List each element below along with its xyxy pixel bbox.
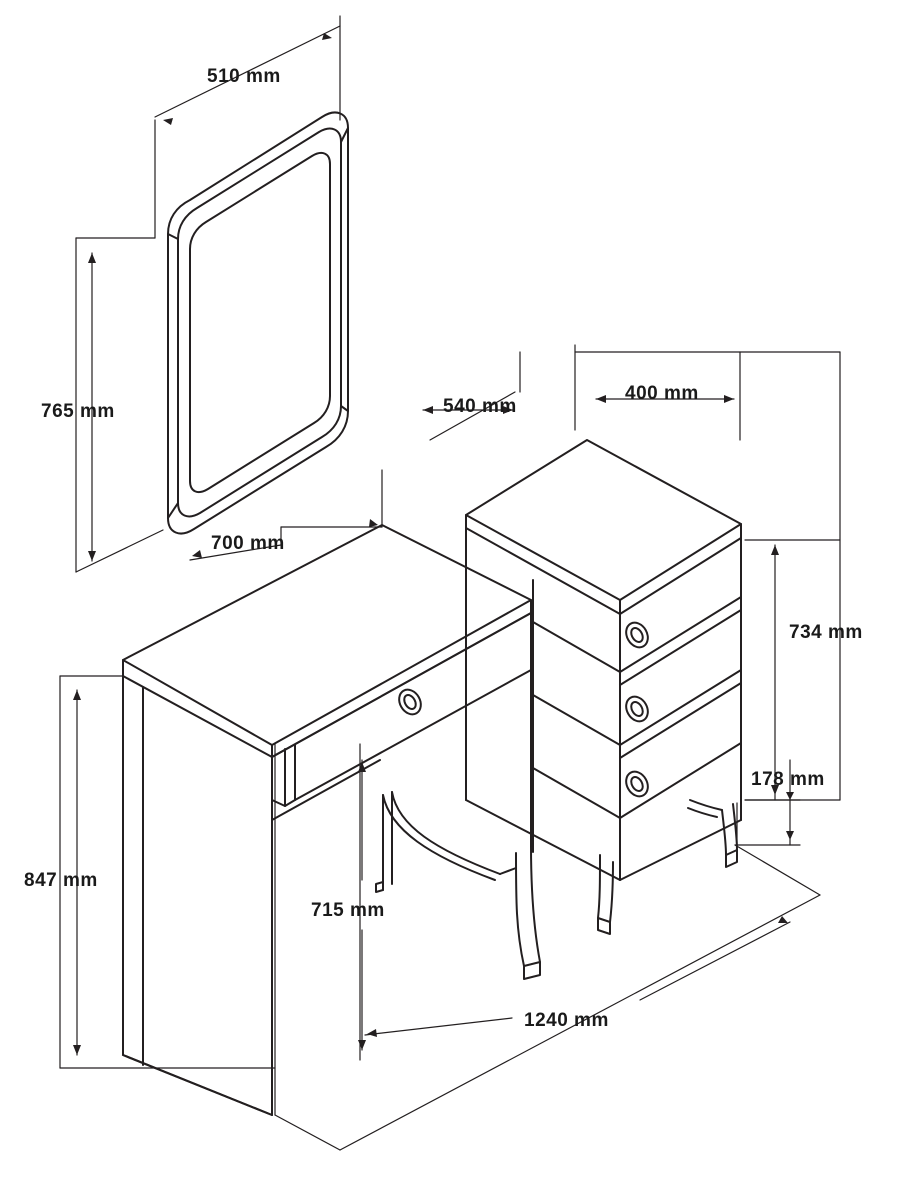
chest-bottom-left (466, 800, 620, 880)
chest-leg-right-foot (726, 850, 737, 867)
chest-leg-left-inner (610, 862, 613, 922)
dimension-label-desk-width: 700 mm (211, 533, 285, 554)
desk-apron-left (285, 749, 295, 806)
chest-top-thickness-left (466, 515, 620, 614)
chest-drawer2-handle (622, 693, 652, 726)
desk-top-surface (123, 525, 531, 745)
dimension-label-desk-depth: 540 mm (443, 396, 517, 417)
mirror-edge-1 (168, 234, 178, 239)
dimension-label-leg-height: 178 mm (751, 769, 825, 790)
dimension-label-mirror-width: 510 mm (207, 66, 281, 87)
mirror-edge-4 (341, 406, 348, 411)
chest-drawer1-handle (622, 619, 652, 652)
center-leg-foot (524, 962, 540, 979)
center-leg-inner (531, 846, 540, 962)
desk-top-thickness-left (123, 660, 272, 757)
chest-leg-left-foot (598, 918, 610, 934)
mirror-outer-frame (168, 113, 348, 534)
desk-left-panel (123, 676, 272, 1115)
desk-leg-brace-2 (392, 792, 500, 874)
desk-apron-corner (272, 800, 285, 806)
mirror-glass (190, 153, 330, 492)
chest-drawer3-handle (622, 768, 652, 801)
chest-drawer3-bottom (620, 743, 741, 818)
center-leg-outer (516, 853, 524, 966)
chest-drawer1-bottom (620, 597, 741, 672)
dimension-label-chest-depth: 400 mm (625, 383, 699, 404)
dimension-label-overall-height: 847 mm (24, 870, 98, 891)
desk-leg-brace (383, 795, 495, 880)
chest-leg-rail-right (690, 800, 722, 810)
dimension-label-mirror-height: 765 mm (41, 401, 115, 422)
chest-leg-left-outer (598, 855, 600, 918)
chest-leg-right-outer (722, 810, 726, 855)
mirror-frame-inner (178, 129, 341, 517)
desk-inner-line (272, 760, 380, 820)
chest-drawer2-bottom-left (533, 695, 620, 745)
dimension-label-chest-height: 734 mm (789, 622, 863, 643)
desk-drawer-handle (395, 686, 425, 719)
center-leg-join (500, 868, 516, 874)
dimension-label-desk-clearance: 715 mm (311, 900, 385, 921)
chest-top-thickness-right (620, 524, 741, 614)
desk-top-thickness-front (272, 600, 531, 757)
desk-left-panel-bottom (123, 1055, 272, 1115)
desk-drawer-bottom-line (295, 670, 531, 800)
chest-leg-rail-right-2 (688, 808, 717, 817)
mirror-edge-2 (168, 503, 178, 518)
chest-bottom-right (620, 820, 741, 880)
desk-leg-foot-a (376, 882, 383, 892)
chest-top-surface (466, 440, 741, 600)
chest-drawer3-bottom-left (533, 768, 620, 818)
mirror-edge-3 (341, 128, 348, 142)
desk-drawer-top-line (272, 613, 531, 757)
chest-drawer1-bottom-left (533, 622, 620, 672)
dimension-label-overall-width: 1240 mm (524, 1010, 609, 1031)
chest-drawer2-bottom (620, 670, 741, 745)
